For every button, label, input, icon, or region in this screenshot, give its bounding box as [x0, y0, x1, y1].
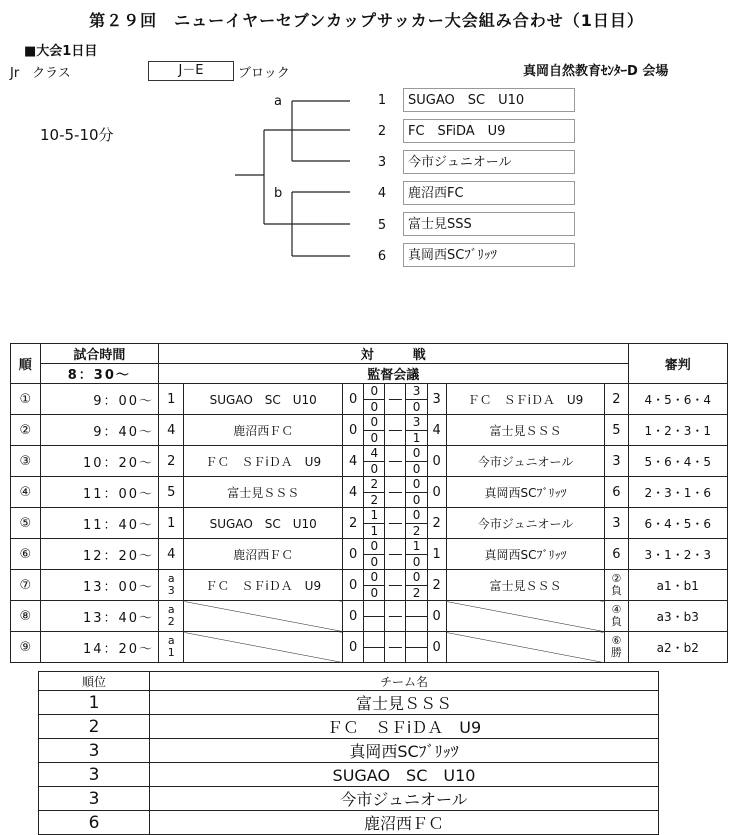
table-row	[39, 739, 659, 763]
referee: 3・1・2・3	[628, 539, 727, 570]
team-name: 真岡西SCﾌﾞﾘｯﾂ	[150, 739, 659, 763]
away-half1	[406, 632, 426, 648]
group-a-label: a	[274, 94, 282, 109]
home-num: 1	[167, 646, 175, 659]
ranking-table	[38, 671, 659, 835]
page-title: 第２９回 ニューイヤーセブンカップサッカー大会組み合わせ（1日目）	[89, 11, 644, 30]
match-time: 11：00～	[40, 477, 158, 508]
match-time: 13：00～	[40, 570, 158, 601]
match-time: 9：00～	[40, 384, 158, 415]
referee: a1・b1	[628, 570, 727, 601]
rank: 1	[39, 691, 150, 715]
match-order: ⑤	[11, 508, 41, 539]
rank: 3	[39, 739, 150, 763]
home-score: 4	[343, 446, 364, 477]
team-name: 鹿沼西ＦＣ	[150, 811, 659, 835]
away-num: 5	[605, 415, 628, 446]
home-num: 5	[159, 477, 184, 508]
away-half1	[406, 601, 426, 617]
away-score: 1	[427, 539, 446, 570]
away-num: 勝	[610, 646, 622, 659]
team-num: 5	[377, 218, 387, 233]
home-team: 鹿沼西ＦＣ	[184, 539, 343, 570]
away-half2: 0	[412, 462, 421, 476]
team-num: 6	[377, 249, 387, 264]
home-score: 0	[343, 601, 364, 632]
home-team: ＦＣ ＳＦiＤＡ U9	[184, 446, 343, 477]
team-num: 2	[377, 124, 387, 139]
header-time: 試合時間	[40, 344, 158, 364]
home-num: 4	[159, 415, 184, 446]
home-score: 0	[343, 384, 364, 415]
away-score: 4	[427, 415, 446, 446]
home-half1	[364, 632, 384, 648]
away-half2: 0	[412, 493, 421, 507]
table-row: ⑦ 13：00～ a 3 ＦＣ ＳＦiＤＡ U9 0 0 0 ― 0 2 2 富士見ＳＳＳ ② 負 a1・b1	[11, 570, 728, 601]
table-row	[39, 691, 659, 715]
away-half1: 0	[406, 508, 426, 524]
team-name: 富士見SSS	[403, 212, 575, 236]
team-name: ＦＣ ＳＦiＤＡ U9	[150, 715, 659, 739]
home-num: 2	[159, 446, 184, 477]
home-half1: 0	[364, 415, 384, 431]
home-half1: 0	[364, 539, 384, 555]
away-score: 0	[427, 632, 446, 663]
away-num: 6	[605, 477, 628, 508]
rank: 2	[39, 715, 150, 739]
home-num: 1	[159, 384, 184, 415]
away-num: 6	[605, 539, 628, 570]
meeting-time: 8：30～	[40, 364, 158, 384]
home-num: 2	[167, 615, 175, 628]
table-row	[39, 715, 659, 739]
home-score: 0	[343, 570, 364, 601]
table-row: ① 9：00～ 1 SUGAO SC U10 0 0 0 ― 3 0 3 ＦＣ ＳＦiＤＡ U9 2 4・5・6・4	[11, 384, 728, 415]
away-score: 3	[427, 384, 446, 415]
home-team: 富士見ＳＳＳ	[184, 477, 343, 508]
away-score: 0	[427, 601, 446, 632]
home-score: 0	[343, 632, 364, 663]
match-format: 10-5-10分	[40, 126, 114, 144]
home-half2: 0	[370, 431, 379, 445]
table-row: ⑨ 14：20～ a 1 0 ― 0 ⑥ 勝 a2・b2	[11, 632, 728, 663]
header-team: チーム名	[150, 672, 659, 691]
home-score: 0	[343, 415, 364, 446]
home-half1	[364, 601, 384, 617]
table-row: ③ 10：20～ 2 ＦＣ ＳＦiＤＡ U9 4 4 0 ― 0 0 0 今市ジュニオール 3 5・6・4・5	[11, 446, 728, 477]
match-time: 12：20～	[40, 539, 158, 570]
team-name: 今市ジュニオール	[403, 150, 575, 174]
table-row: ⑥ 12：20～ 4 鹿沼西ＦＣ 0 0 0 ― 1 0 1 真岡西SCﾌﾞﾘｯﾂ 6 3・1・2・3	[11, 539, 728, 570]
away-half1: 1	[406, 539, 426, 555]
away-num: 負	[610, 615, 622, 628]
home-team: SUGAO SC U10	[184, 508, 343, 539]
home-num: 4	[159, 539, 184, 570]
match-order: ⑦	[11, 570, 41, 601]
match-order: ④	[11, 477, 41, 508]
match-time: 13：40～	[40, 601, 158, 632]
away-team: 富士見ＳＳＳ	[446, 415, 605, 446]
home-half1: 1	[364, 508, 384, 524]
away-half1: 0	[406, 477, 426, 493]
away-num: 3	[605, 508, 628, 539]
away-half1: 3	[406, 415, 426, 431]
away-half2: 0	[412, 400, 421, 414]
header-match: 対 戦	[159, 344, 628, 364]
match-time: 14：20～	[40, 632, 158, 663]
referee: a2・b2	[628, 632, 727, 663]
away-half1: 0	[406, 570, 426, 586]
home-num: a	[167, 634, 175, 647]
match-order: ①	[11, 384, 41, 415]
team-name: 富士見ＳＳＳ	[150, 691, 659, 715]
team-num: 4	[377, 186, 387, 201]
referee: 2・3・1・6	[628, 477, 727, 508]
away-num: ④	[611, 603, 622, 616]
home-half1: 0	[364, 570, 384, 586]
bracket-lines	[0, 0, 733, 280]
table-row: ② 9：40～ 4 鹿沼西ＦＣ 0 0 0 ― 3 1 4 富士見ＳＳＳ 5 1・2・3・1	[11, 415, 728, 446]
match-time: 9：40～	[40, 415, 158, 446]
home-half1: 4	[364, 446, 384, 462]
away-score: 0	[427, 446, 446, 477]
table-row	[39, 763, 659, 787]
away-score: 2	[427, 570, 446, 601]
team-num: 1	[377, 93, 387, 108]
team-name: 鹿沼西FC	[403, 181, 575, 205]
table-row	[39, 787, 659, 811]
home-num: 1	[159, 508, 184, 539]
home-team: 鹿沼西ＦＣ	[184, 415, 343, 446]
match-order: ⑥	[11, 539, 41, 570]
match-order: ③	[11, 446, 41, 477]
home-half2: 0	[370, 555, 379, 569]
group-b-label: b	[274, 186, 283, 201]
away-team: 今市ジュニオール	[446, 508, 605, 539]
block-label: ブロック	[238, 66, 290, 81]
away-team: 富士見ＳＳＳ	[446, 570, 605, 601]
away-half1: 3	[406, 384, 426, 400]
team-name: FC SFiDA U9	[403, 119, 575, 143]
away-num: ②	[611, 572, 622, 585]
home-num: a	[167, 603, 175, 616]
header-referee: 審判	[628, 344, 727, 384]
team-name: SUGAO SC U10	[403, 88, 575, 112]
away-team: 真岡西SCﾌﾞﾘｯﾂ	[446, 477, 605, 508]
table-row: ⑤ 11：40～ 1 SUGAO SC U10 2 1 1 ― 0 2 2 今市ジュニオール 3 6・4・5・6	[11, 508, 728, 539]
home-score: 2	[343, 508, 364, 539]
away-score: 0	[427, 477, 446, 508]
away-team	[446, 632, 605, 663]
referee: 4・5・6・4	[628, 384, 727, 415]
home-team: ＦＣ ＳＦiＤＡ U9	[184, 570, 343, 601]
home-num: 3	[167, 584, 175, 597]
away-team: 今市ジュニオール	[446, 446, 605, 477]
table-row: ⑧ 13：40～ a 2 0 ― 0 ④ 負 a3・b3	[11, 601, 728, 632]
day-label: ■大会1日目	[24, 44, 98, 59]
rank: 3	[39, 787, 150, 811]
away-team	[446, 601, 605, 632]
home-half2	[364, 617, 384, 632]
match-order: ⑧	[11, 601, 41, 632]
home-score: 0	[343, 539, 364, 570]
schedule-table	[10, 343, 728, 663]
team-num: 3	[377, 155, 387, 170]
table-row: ④ 11：00～ 5 富士見ＳＳＳ 4 2 2 ― 0 0 0 真岡西SCﾌﾞﾘｯﾂ 6 2・3・1・6	[11, 477, 728, 508]
block-value: J－E	[148, 61, 234, 81]
home-half2: 2	[370, 493, 379, 507]
away-half2	[406, 648, 426, 663]
home-team: SUGAO SC U10	[184, 384, 343, 415]
team-name: 今市ジュニオール	[150, 787, 659, 811]
match-order: ⑨	[11, 632, 41, 663]
home-half2: 0	[370, 586, 379, 600]
referee: a3・b3	[628, 601, 727, 632]
home-score: 4	[343, 477, 364, 508]
referee: 5・6・4・5	[628, 446, 727, 477]
home-half2	[364, 648, 384, 663]
away-half2: 0	[412, 555, 421, 569]
away-half2: 2	[412, 524, 421, 538]
team-name: 真岡西SCﾌﾞﾘｯﾂ	[403, 243, 575, 267]
away-num: 2	[605, 384, 628, 415]
header-rank: 順位	[39, 672, 150, 691]
match-order: ②	[11, 415, 41, 446]
class-label: Jr クラス	[10, 66, 71, 81]
team-name: SUGAO SC U10	[150, 763, 659, 787]
home-team	[184, 601, 343, 632]
meeting-label: 監督会議	[159, 364, 628, 384]
away-score: 2	[427, 508, 446, 539]
away-num: ⑥	[611, 634, 622, 647]
away-team: ＦＣ ＳＦiＤＡ U9	[446, 384, 605, 415]
home-half1: 2	[364, 477, 384, 493]
away-num: 3	[605, 446, 628, 477]
match-time: 11：40～	[40, 508, 158, 539]
away-half2: 1	[412, 431, 421, 445]
away-half2: 2	[412, 586, 421, 600]
match-time: 10：20～	[40, 446, 158, 477]
rank: 6	[39, 811, 150, 835]
away-team: 真岡西SCﾌﾞﾘｯﾂ	[446, 539, 605, 570]
away-half2	[406, 617, 426, 632]
home-half2: 0	[370, 400, 379, 414]
home-team	[184, 632, 343, 663]
header-order: 順	[11, 344, 41, 384]
referee: 6・4・5・6	[628, 508, 727, 539]
home-num: a	[167, 572, 175, 585]
venue: 真岡自然教育ｾﾝﾀｰD 会場	[523, 64, 669, 79]
away-num: 負	[610, 584, 622, 597]
home-half1: 0	[364, 384, 384, 400]
referee: 1・2・3・1	[628, 415, 727, 446]
home-half2: 1	[370, 524, 379, 538]
rank: 3	[39, 763, 150, 787]
home-half2: 0	[370, 462, 379, 476]
away-half1: 0	[406, 446, 426, 462]
